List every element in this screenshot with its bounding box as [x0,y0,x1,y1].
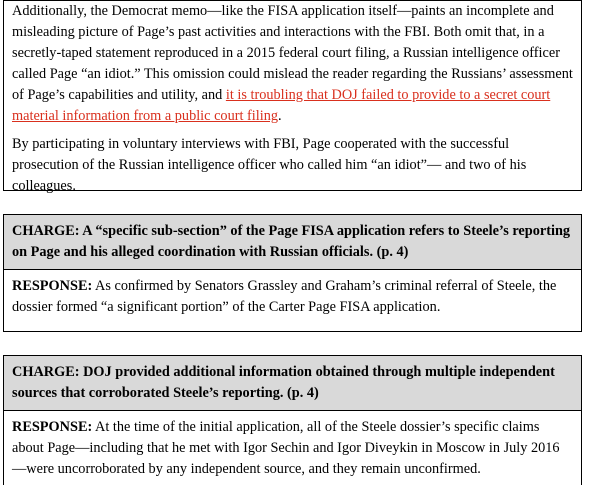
response-text-2: At the time of the initial application, all of the Steele dossier’s specific claims about Page—including that he met with Igor Sechin and Igor Diveykin in Moscow in July 2016—were uncorroborated by any independent source, and they remain unconfirmed. [12,419,560,477]
charge-box-1 [3,214,582,332]
charge-heading-1: CHARGE: A “specific sub-section” of the Page FISA application refers to Steele’s reporting on Page and his alleged coordination with Russian officials. (p. 4) [4,215,581,270]
paragraph-memo-text: Additionally, the Democrat memo—like the FISA application itself—paints an incomplete and misleading picture of Page’s past activities and interactions with the FBI. Both omit that, in a secretly-taped statement reproduced in a 2015 federal court filing, a Russian intelligence officer called Page “an idiot.” This omission could mislead the reader regarding the Russians’ assessment of Page’s capabilities and utility, and [12,3,573,103]
paragraph-memo-omission [12,1,573,127]
response-text-1: As confirmed by Senators Grassley and Graham’s criminal referral of Steele, the dossier formed “a significant portion” of the Carter Page FISA application. [12,278,557,315]
court-filing-link[interactable]: it is troubling that DOJ failed to provide to a secret court material information from a public court filing [12,87,551,124]
paragraph-memo-end: . [278,108,282,124]
paragraph-page-cooperation: By participating in voluntary interviews with FBI, Page cooperated with the successful prosecution of the Russian intelligence officer who called him “an idiot”— and two of his colleagues. [12,136,527,194]
charge-heading-2: CHARGE: DOJ provided additional information obtained through multiple independent sources that corroborated Steele’s reporting. (p. 4) [4,356,581,411]
response-label-1: RESPONSE: [12,278,93,294]
response-1 [4,270,581,324]
intro-text-box [3,0,582,194]
charge-box-2 [3,355,582,485]
response-label-2: RESPONSE: [12,419,93,435]
response-2 [4,411,581,486]
